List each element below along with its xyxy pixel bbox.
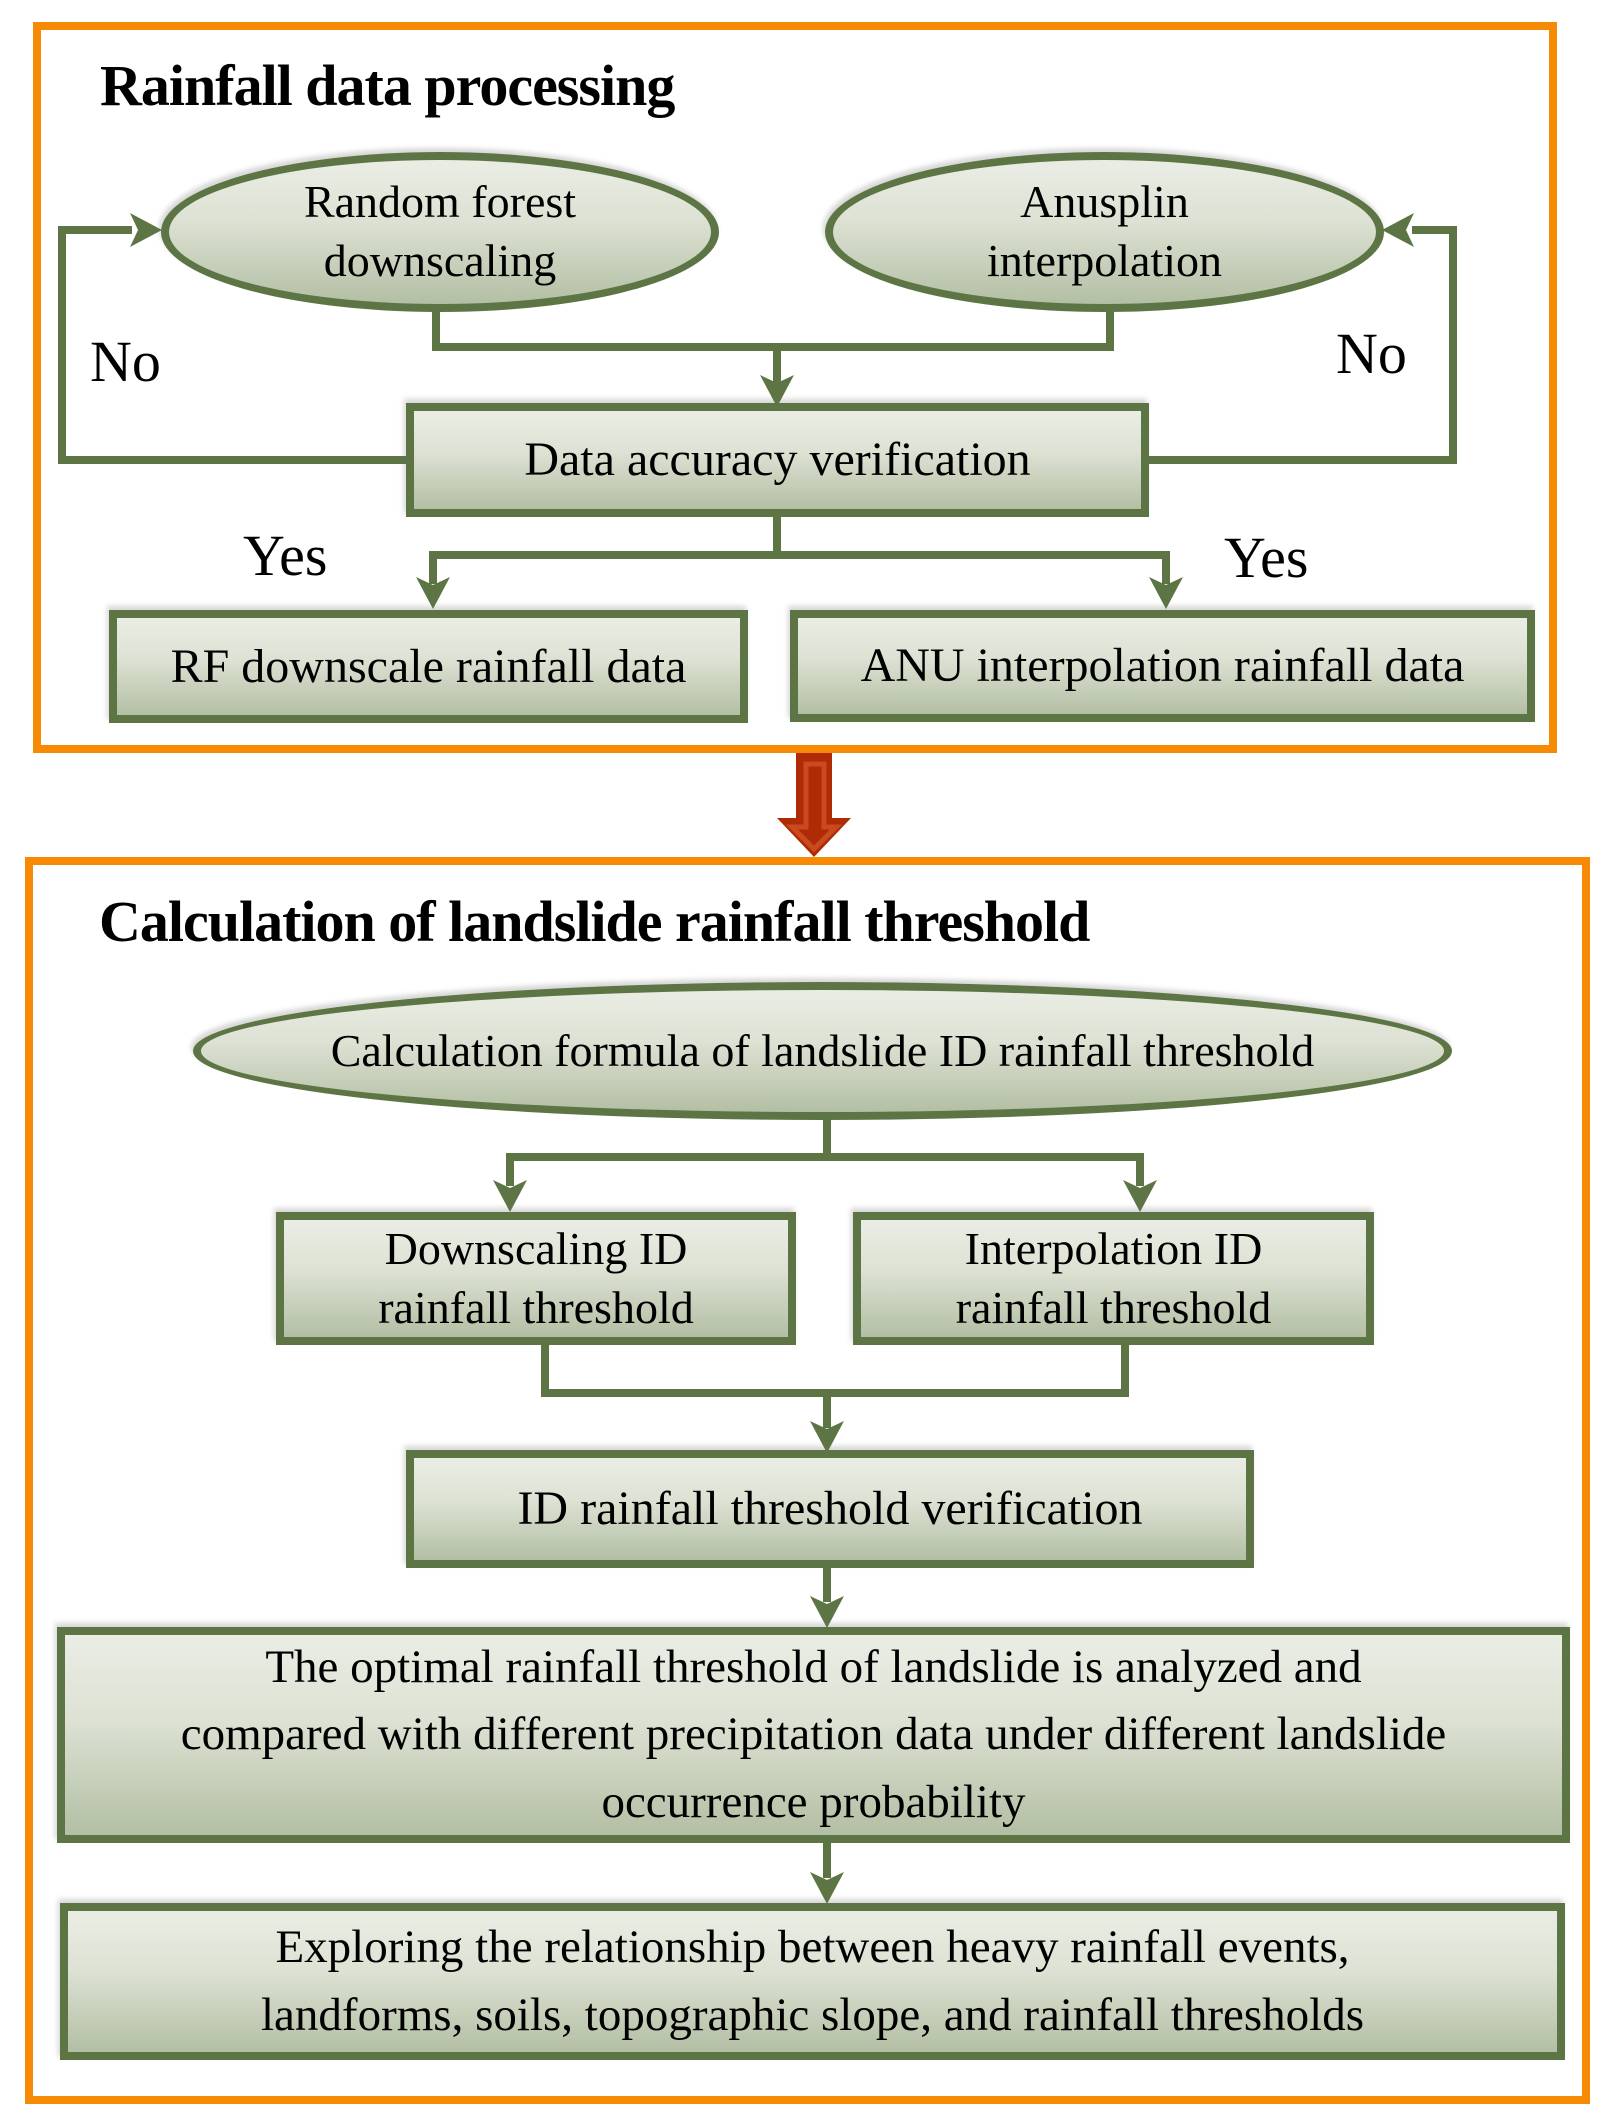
edge-label-no-right: No xyxy=(1336,321,1407,386)
node-anu-interpolation-rainfall-data xyxy=(790,610,1535,722)
node-random-forest-downscaling-line2: downscaling xyxy=(323,235,557,286)
connector-ellipses-to-verify xyxy=(432,300,1114,386)
node-exploring-relationship-line2: landforms, soils, topographic slope, and rainfall thresholds xyxy=(261,1988,1364,2041)
node-downscaling-id-threshold-line1: Downscaling ID xyxy=(384,1222,688,1274)
node-optimal-threshold-analysis-line2: compared with different precipitation data under different landslide xyxy=(180,1708,1447,1761)
node-interpolation-id-threshold-line1: Interpolation ID xyxy=(964,1222,1263,1274)
node-anusplin-interpolation-line2: interpolation xyxy=(986,235,1223,286)
node-downscaling-id-threshold-line2: rainfall threshold xyxy=(378,1281,694,1333)
node-random-forest-downscaling-line1: Random forest xyxy=(303,176,577,228)
edge-label-yes-right: Yes xyxy=(1224,525,1309,590)
node-interpolation-id-threshold-line2: rainfall threshold xyxy=(955,1281,1272,1333)
node-id-threshold-verification xyxy=(406,1450,1254,1568)
node-interpolation-id-threshold xyxy=(853,1212,1374,1345)
arrowhead-no-right xyxy=(1382,213,1414,247)
node-anusplin-interpolation-line1: Anusplin xyxy=(1020,176,1189,228)
node-rf-downscale-rainfall-data-label: RF downscale rainfall data xyxy=(170,639,687,693)
edge-label-no-left: No xyxy=(90,329,161,394)
edge-label-yes-left: Yes xyxy=(243,523,328,588)
node-random-forest-downscaling xyxy=(161,152,719,312)
arrowhead-no-left xyxy=(130,213,162,247)
node-optimal-threshold-analysis xyxy=(57,1627,1570,1843)
node-anusplin-interpolation xyxy=(825,152,1384,312)
node-data-accuracy-verification-label: Data accuracy verification xyxy=(524,433,1031,486)
node-calculation-formula-label: Calculation formula of landslide ID rainfall threshold xyxy=(330,1024,1315,1076)
connector-formula-split xyxy=(506,1112,1144,1186)
node-calculation-formula-ellipse xyxy=(193,982,1452,1120)
node-data-accuracy-verification xyxy=(406,403,1149,517)
node-exploring-relationship xyxy=(60,1903,1565,2060)
node-optimal-threshold-analysis-line1: The optimal rainfall threshold of landslide is analyzed and xyxy=(265,1640,1362,1693)
red-transition-arrow xyxy=(777,753,851,857)
connector-threshold-merge xyxy=(541,1342,1129,1428)
connector-yes-split xyxy=(429,517,1170,584)
node-exploring-relationship-line1: Exploring the relationship between heavy rainfall events, xyxy=(275,1920,1350,1973)
node-anu-interpolation-rainfall-data-label: ANU interpolation rainfall data xyxy=(860,639,1465,692)
section2-title: Calculation of landslide rainfall threshold xyxy=(99,889,1090,954)
section1-title: Rainfall data processing xyxy=(100,53,675,118)
node-downscaling-id-threshold xyxy=(276,1212,796,1345)
node-id-threshold-verification-label: ID rainfall threshold verification xyxy=(517,1482,1143,1535)
node-rf-downscale-rainfall-data xyxy=(109,610,748,723)
node-optimal-threshold-analysis-line3: occurrence probability xyxy=(601,1775,1026,1828)
